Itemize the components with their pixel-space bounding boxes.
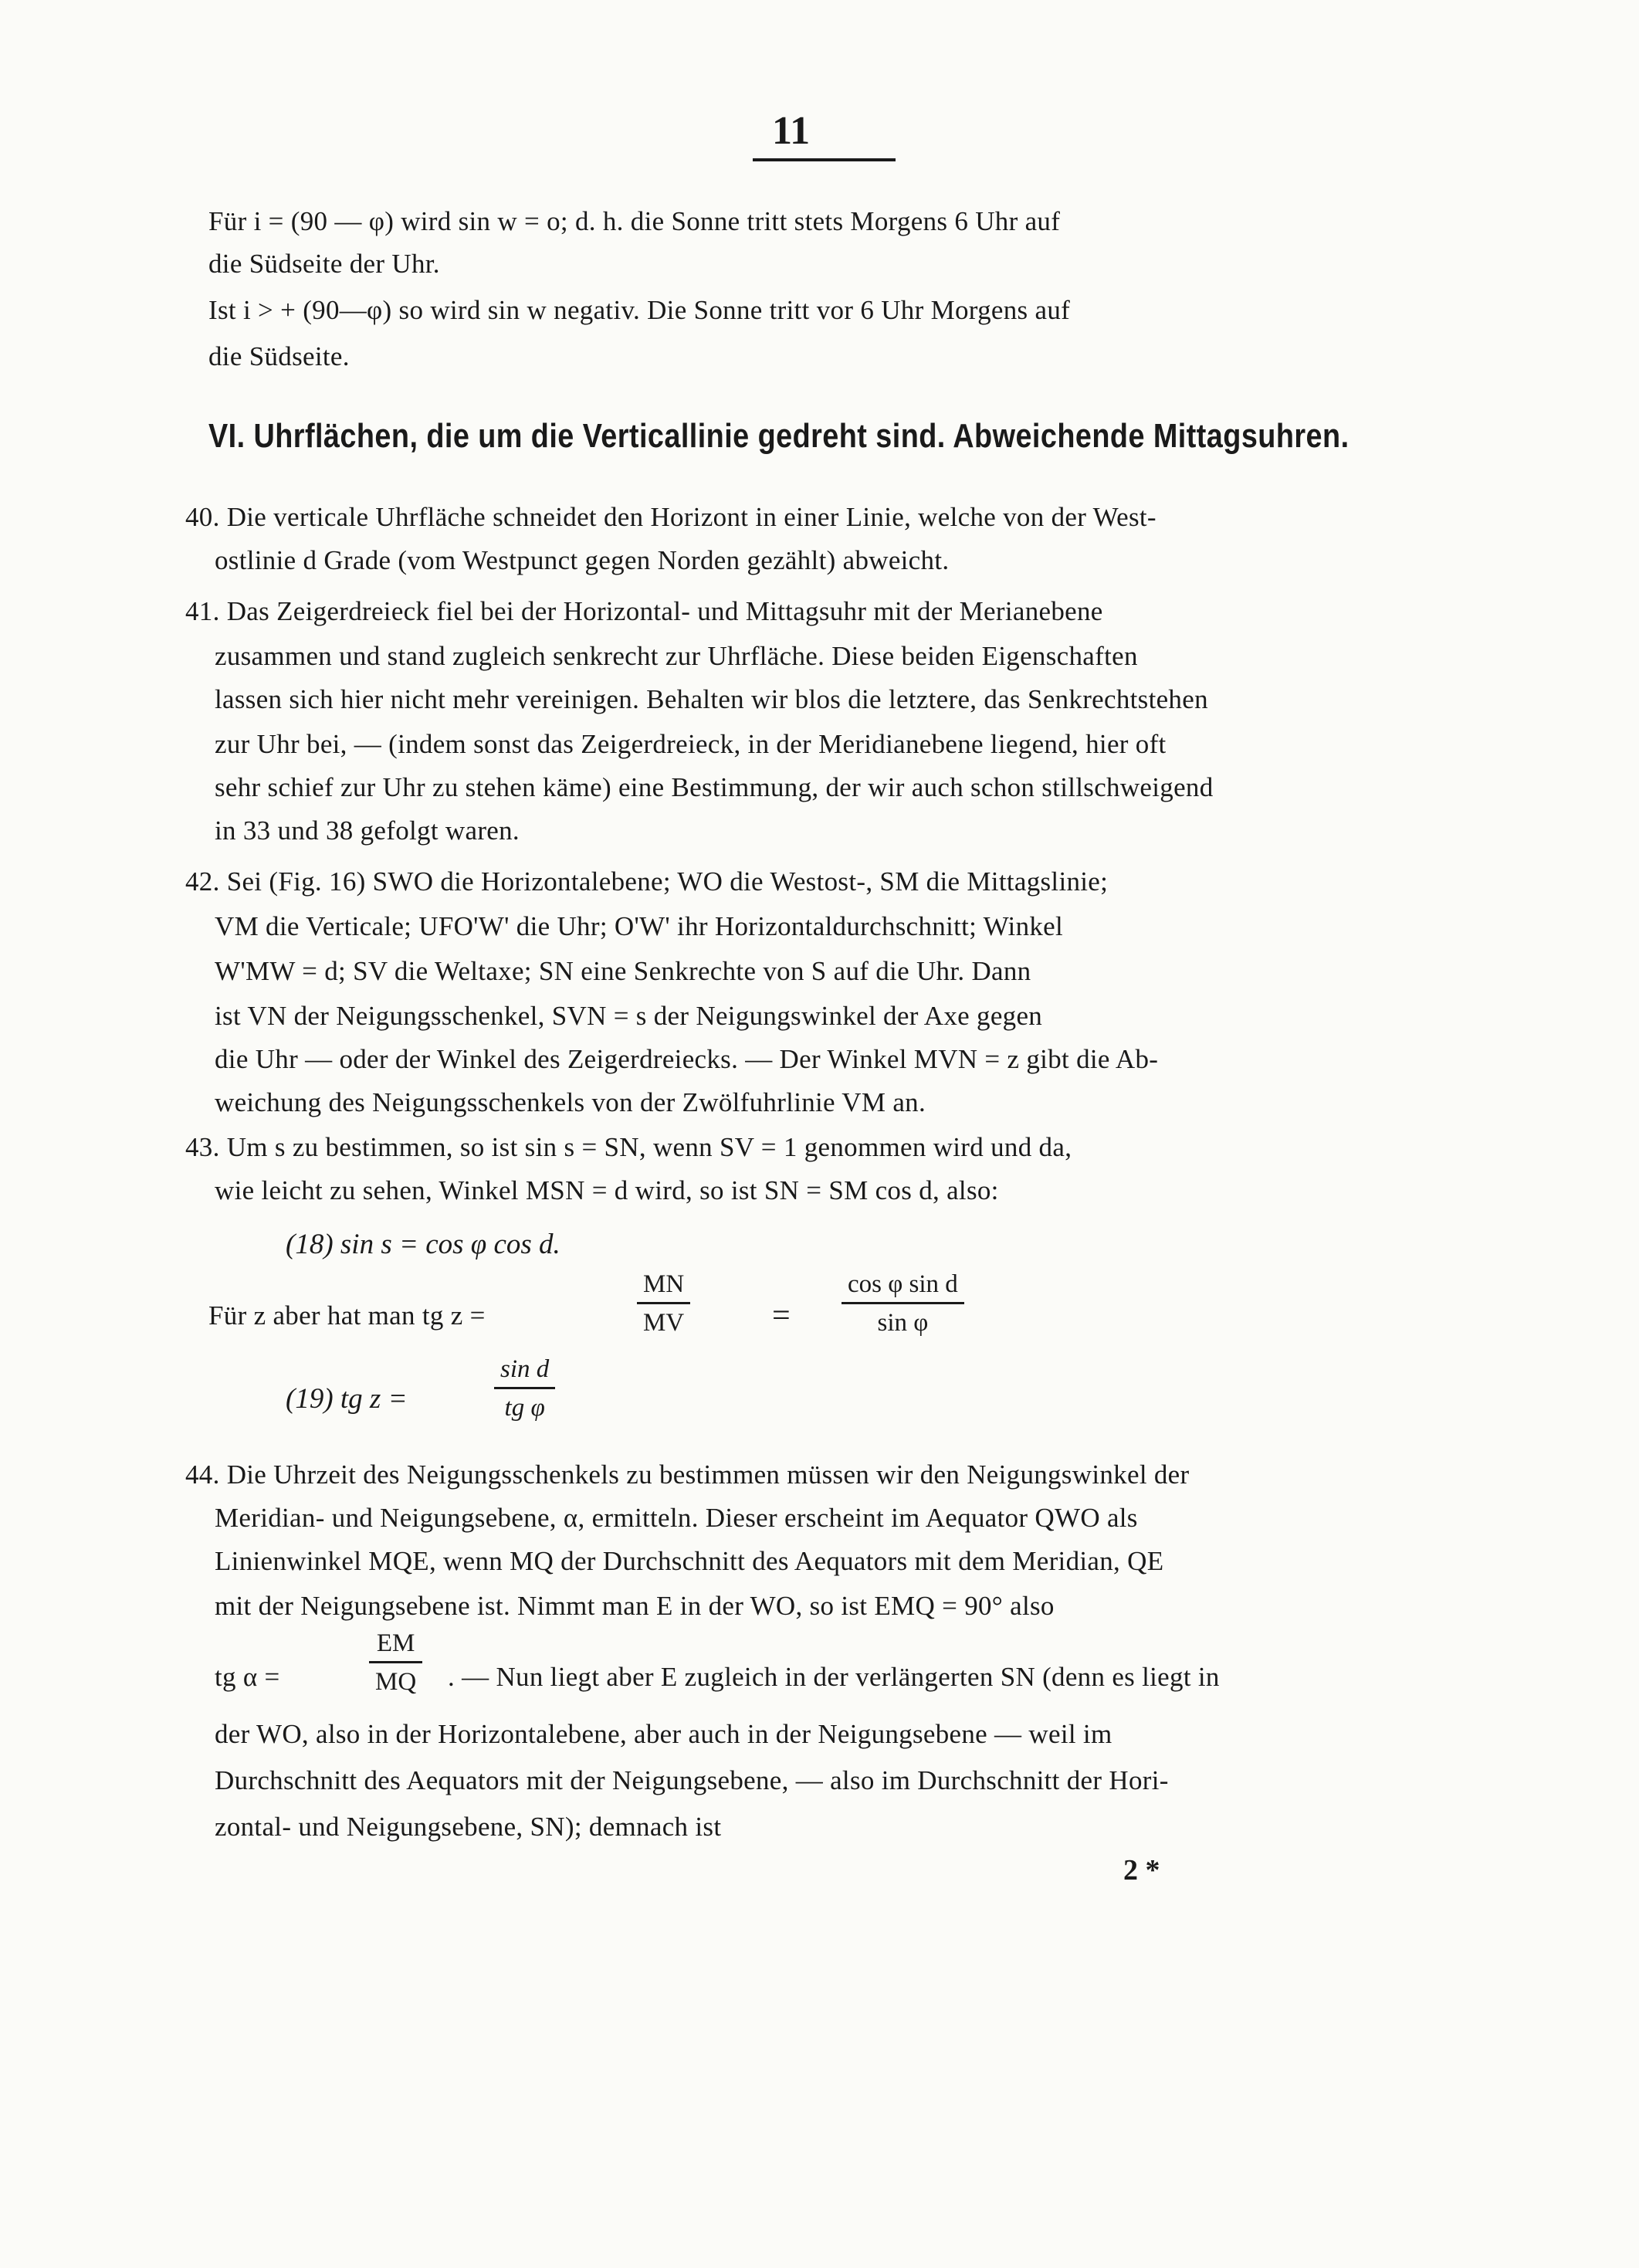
text-line: Für i = (90 — φ) wird sin w = o; d. h. die Sonne tritt stets Morgens 6 Uhr auf	[208, 206, 1061, 236]
paragraph-41-line: lassen sich hier nicht mehr vereinigen. Behalten wir blos die letztere, das Senkrechtstehen	[215, 684, 1208, 714]
fraction-numerator: cos φ sin d	[842, 1270, 964, 1304]
text-line: Ist i > + (90—φ) so wird sin w negativ. Die Sonne tritt vor 6 Uhr Morgens auf	[208, 295, 1071, 325]
paragraph-44-line: Linienwinkel MQE, wenn MQ der Durchschnitt des Aequators mit dem Meridian, QE	[215, 1546, 1164, 1576]
paragraph-42-line: weichung des Neigungsschenkels von der Zwölfuhrlinie VM an.	[215, 1087, 926, 1117]
equation-equals: =	[772, 1298, 791, 1334]
equation-19-prefix: (19) tg z =	[286, 1383, 408, 1415]
section-heading: VI. Uhrflächen, die um die Verticallinie gedreht sind. Abweichende Mittagsuhren.	[208, 417, 1349, 455]
fraction-em-mq	[369, 1629, 422, 1697]
show-through-artifact	[926, 1297, 1467, 1328]
paragraph-43-line: wie leicht zu sehen, Winkel MSN = d wird, so ist SN = SM cos d, also:	[215, 1175, 999, 1205]
fraction-denominator: sin φ	[877, 1309, 929, 1337]
fraction-numerator: EM	[369, 1629, 422, 1663]
fraction-denominator: tg φ	[504, 1394, 545, 1422]
paragraph-41-line: zusammen und stand zugleich senkrecht zur Uhrfläche. Diese beiden Eigenschaften	[215, 641, 1138, 671]
paragraph-42-line: die Uhr — oder der Winkel des Zeigerdreiecks. — Der Winkel MVN = z gibt die Ab-	[215, 1044, 1159, 1074]
fraction-cos-sin	[842, 1270, 964, 1337]
paragraph-44-line: mit der Neigungsebene ist. Nimmt man E in der WO, so ist EMQ = 90° also	[215, 1591, 1055, 1621]
page-number-rule	[753, 158, 896, 161]
paragraph-40-line: 40. Die verticale Uhrfläche schneidet den Horizont in einer Linie, welche von der West-	[185, 502, 1156, 532]
paragraph-41-line: 41. Das Zeigerdreieck fiel bei der Horizontal- und Mittagsuhr mit der Merianebene	[185, 596, 1103, 626]
fraction-sind-tgphi	[494, 1355, 555, 1422]
paragraph-43-line: 43. Um s zu bestimmen, so ist sin s = SN, wenn SV = 1 genommen wird und da,	[185, 1132, 1072, 1162]
paragraph-44-line: 44. Die Uhrzeit des Neigungsschenkels zu bestimmen müssen wir den Neigungswinkel der	[185, 1459, 1190, 1490]
page-number: 11	[772, 109, 811, 153]
paragraph-44-line: zontal- und Neigungsebene, SN); demnach ist	[215, 1812, 722, 1842]
paragraph-41-line: in 33 und 38 gefolgt waren.	[215, 815, 520, 846]
paragraph-41-line: sehr schief zur Uhr zu stehen käme) eine Bestimmung, der wir auch schon stillschweigend	[215, 772, 1214, 802]
paragraph-44-line: der WO, also in der Horizontalebene, aber auch in der Neigungsebene — weil im	[215, 1719, 1112, 1749]
text-line: die Südseite der Uhr.	[208, 249, 440, 279]
equation-tgz-prefix: Für z aber hat man tg z =	[208, 1300, 486, 1331]
paragraph-44-line: . — Nun liegt aber E zugleich in der verlängerten SN (denn es liegt in	[448, 1662, 1220, 1692]
fraction-denominator: MQ	[375, 1668, 417, 1696]
fraction-numerator: MN	[637, 1270, 690, 1304]
fraction-mn-mv	[637, 1270, 690, 1337]
paragraph-42-line: W'MW = d; SV die Weltaxe; SN eine Senkrechte von S auf die Uhr. Dann	[215, 956, 1031, 986]
fraction-denominator: MV	[643, 1309, 685, 1337]
paragraph-42-line: VM die Verticale; UFO'W' die Uhr; O'W' ihr Horizontaldurchschnitt; Winkel	[215, 911, 1064, 941]
paragraph-40-line: ostlinie d Grade (vom Westpunct gegen Norden gezählt) abweicht.	[215, 545, 950, 575]
paragraph-42-line: ist VN der Neigungsschenkel, SVN = s der Neigungswinkel der Axe gegen	[215, 1001, 1043, 1031]
paragraph-42-line: 42. Sei (Fig. 16) SWO die Horizontalebene; WO die Westost-, SM die Mittagslinie;	[185, 866, 1109, 897]
paragraph-41-line: zur Uhr bei, — (indem sonst das Zeigerdreieck, in der Meridianebene liegend, hier oft	[215, 729, 1167, 759]
text-line: die Südseite.	[208, 341, 350, 371]
signature-mark: 2 *	[1123, 1854, 1160, 1887]
equation-18: (18) sin s = cos φ cos d.	[286, 1229, 560, 1260]
paragraph-44-line: Durchschnitt des Aequators mit der Neigungsebene, — also im Durchschnitt der Hori-	[215, 1765, 1169, 1795]
paragraph-44-tg-alpha: tg α =	[215, 1662, 280, 1692]
fraction-numerator: sin d	[494, 1355, 555, 1389]
paragraph-44-line: Meridian- und Neigungsebene, α, ermitteln. Dieser erscheint im Aequator QWO als	[215, 1503, 1138, 1533]
